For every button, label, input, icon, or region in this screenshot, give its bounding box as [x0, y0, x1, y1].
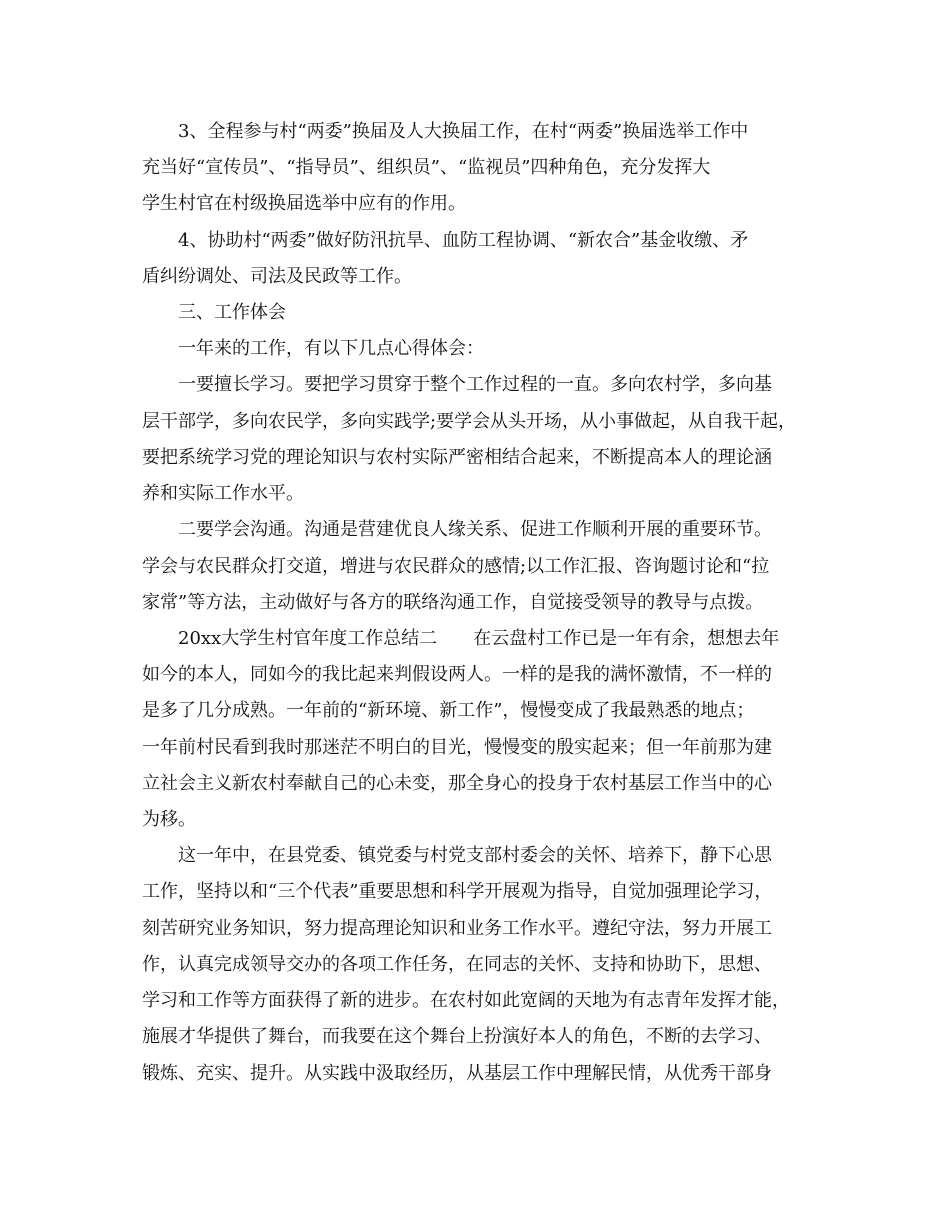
paragraph-line: 养和实际工作水平。	[142, 483, 304, 504]
paragraph-line: 4、协助村“两委”做好防汛抗旱、血防工程协调、“新农合”基金收缴、矛	[178, 230, 749, 251]
paragraph-line: 盾纠纷调处、司法及民政等工作。	[142, 266, 412, 287]
paragraph-line: 是多了几分成熟。一年前的“新环境、新工作”，慢慢变成了我最熟悉的地点；	[142, 700, 755, 721]
paragraph-line: 为移。	[142, 809, 196, 830]
paragraph-line: 一年来的工作，有以下几点心得体会：	[178, 338, 484, 359]
paragraph-line: 充当好“宣传员”、“指导员”、组织员”、“监视员”四种角色，充分发挥大	[142, 157, 711, 178]
paragraph-line: 3、全程参与村“两委”换届及人大换届工作，在村“两委”换届选举工作中	[178, 121, 749, 142]
paragraph-line: 二要学会沟通。沟通是营建优良人缘关系、促进工作顺利开展的重要环节。	[178, 519, 772, 540]
paragraph-line: 立社会主义新农村奉献自己的心未变，那全身心的投身于农村基层工作当中的心	[142, 773, 772, 794]
section-heading: 三、工作体会	[178, 302, 286, 323]
paragraph-line: 层干部学，多向农民学，多向实践学;要学会从头开场，从小事做起，从自我干起，	[142, 411, 797, 432]
paragraph-line: 学会与农民群众打交道，增进与农民群众的感情;以工作汇报、咨询题讨论和“拉	[142, 556, 770, 577]
paragraph-line: 家常”等方法，主动做好与各方的联络沟通工作，自觉接受领导的教导与点拨。	[142, 592, 764, 613]
paragraph-line: 锻炼、充实、提升。从实践中汲取经历，从基层工作中理解民情，从优秀干部身	[142, 1063, 772, 1084]
paragraph-line: 刻苦研究业务知识，努力提高理论知识和业务工作水平。遵纪守法，努力开展工	[142, 918, 772, 939]
paragraph-line: 施展才华提供了舞台，而我要在这个舞台上扮演好本人的角色，不断的去学习、	[142, 1026, 772, 1047]
paragraph-line: 这一年中，在县党委、镇党委与村党支部村委会的关怀、培养下，静下心思	[178, 845, 772, 866]
paragraph-line: 如今的本人，同如今的我比起来判假设两人。一样的是我的满怀激情，不一样的	[142, 664, 772, 685]
paragraph-line: 学习和工作等方面获得了新的进步。在农村如此宽阔的天地为有志青年发挥才能，	[142, 990, 790, 1011]
paragraph-line: 作，认真完成领导交办的各项工作任务，在同志的关怀、支持和协助下，思想、	[142, 954, 772, 975]
paragraph-line: 学生村官在村级换届选举中应有的作用。	[142, 193, 466, 214]
paragraph-line: 一要擅长学习。要把学习贯穿于整个工作过程的一直。多向农村学，多向基	[178, 374, 772, 395]
paragraph-line: 一年前村民看到我时那迷茫不明白的目光，慢慢变的殷实起来；但一年前那为建	[142, 737, 772, 758]
paragraph-line: 20xx大学生村官年度工作总结二 在云盘村工作已是一年有余，想想去年	[178, 628, 780, 649]
paragraph-line: 要把系统学习党的理论知识与农村实际严密相结合起来，不断提高本人的理论涵	[142, 447, 772, 468]
paragraph-line: 工作，坚持以和“三个代表”重要思想和科学开展观为指导，自觉加强理论学习，	[142, 881, 773, 902]
